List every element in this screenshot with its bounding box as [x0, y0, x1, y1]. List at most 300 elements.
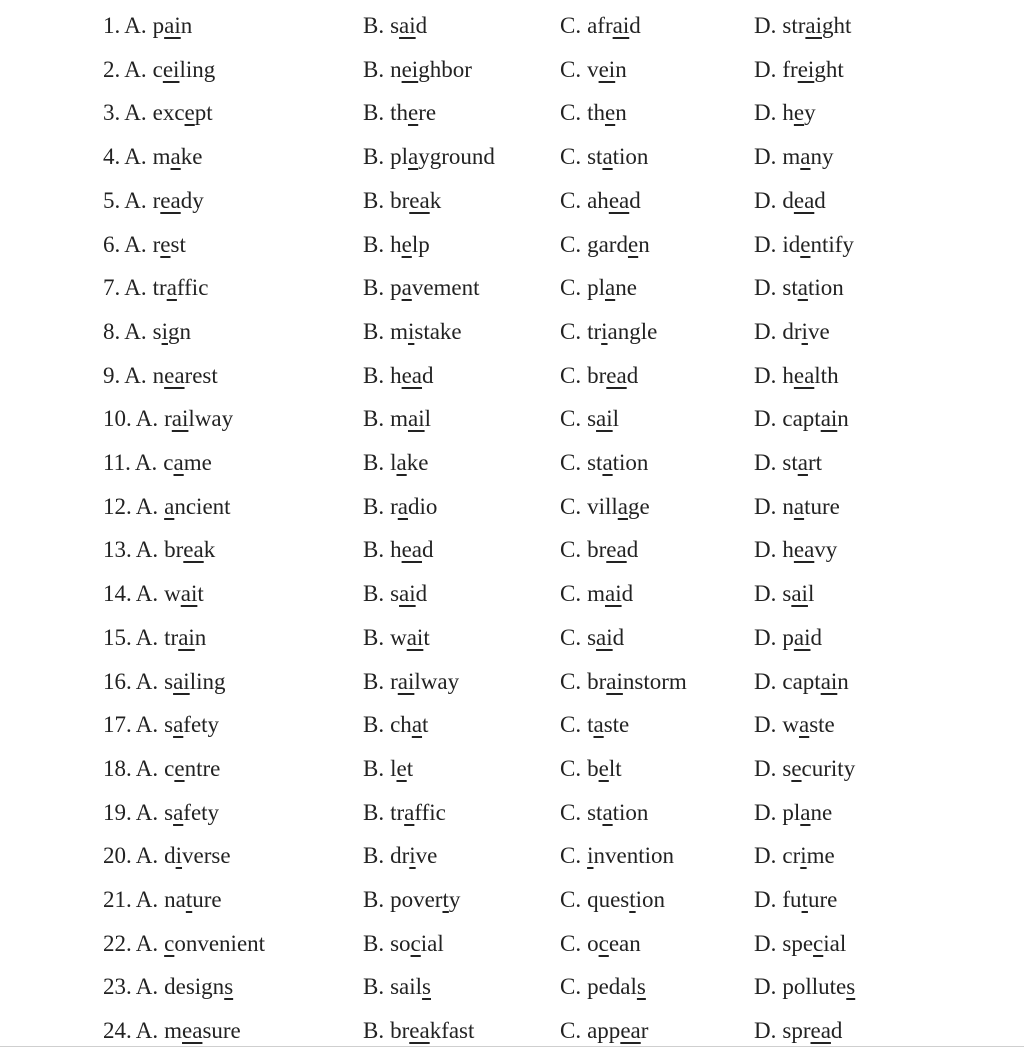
word-suffix: ne	[810, 800, 833, 825]
page-bottom-rule	[0, 1046, 1024, 1047]
option-letter: A.	[124, 57, 147, 82]
option-d	[754, 930, 846, 958]
question-number: 21.	[103, 887, 132, 912]
word-prefix: b	[587, 756, 599, 781]
question-row	[0, 799, 1024, 839]
word-prefix: design	[164, 974, 225, 999]
word-prefix: br	[390, 1018, 410, 1043]
underlined-sound: s	[636, 974, 646, 999]
underlined-sound: ai	[791, 581, 808, 606]
option-c	[560, 318, 657, 346]
option-c	[560, 711, 629, 739]
question-number: 8.	[103, 319, 121, 344]
option-letter: D.	[754, 406, 777, 431]
word-suffix: gn	[167, 319, 191, 344]
option-a	[103, 231, 186, 259]
option-b	[363, 580, 427, 608]
option-letter: A.	[124, 275, 147, 300]
question-row	[0, 274, 1024, 314]
option-a	[103, 56, 215, 84]
word-prefix: r	[152, 232, 161, 257]
word-prefix: gard	[587, 232, 628, 257]
option-d	[754, 99, 816, 127]
option-letter: B.	[363, 843, 385, 868]
option-letter: A.	[135, 669, 159, 694]
word-suffix: ght	[814, 57, 844, 82]
underlined-sound: ai	[596, 406, 613, 431]
word-suffix: rest	[184, 363, 218, 388]
option-letter: A.	[135, 843, 159, 868]
question-row	[0, 99, 1024, 139]
underlined-sound: ai	[399, 581, 416, 606]
word-suffix: yground	[418, 144, 495, 169]
word-prefix: so	[390, 931, 411, 956]
word-prefix: w	[390, 625, 407, 650]
word-prefix: th	[390, 100, 408, 125]
option-letter: C.	[560, 800, 582, 825]
question-number: 23.	[103, 974, 132, 999]
option-letter: D.	[754, 275, 777, 300]
question-number: 10.	[103, 406, 132, 431]
underlined-sound: t	[801, 887, 808, 912]
underlined-sound: ea	[620, 1018, 641, 1043]
word-suffix: n	[180, 13, 193, 38]
option-b	[363, 668, 459, 696]
underlined-sound: ai	[596, 625, 613, 650]
option-letter: C.	[560, 450, 582, 475]
option-c	[560, 842, 674, 870]
word-suffix: me	[806, 843, 835, 868]
word-prefix: vill	[587, 494, 618, 519]
option-letter: D.	[754, 843, 777, 868]
option-letter: C.	[560, 669, 582, 694]
option-b	[363, 56, 472, 84]
question-row	[0, 56, 1024, 96]
word-prefix: s	[164, 712, 174, 737]
underlined-sound: a	[397, 494, 408, 519]
option-letter: B.	[363, 363, 385, 388]
word-suffix: ure	[807, 887, 838, 912]
word-prefix: tr	[587, 319, 602, 344]
word-prefix: fr	[782, 57, 798, 82]
word-prefix: o	[587, 931, 599, 956]
word-prefix: pl	[782, 800, 801, 825]
option-letter: C.	[560, 319, 582, 344]
word-suffix: ntre	[184, 756, 221, 781]
word-suffix: ne	[615, 275, 637, 300]
option-d	[754, 362, 839, 390]
word-prefix: p	[152, 13, 165, 38]
underlined-sound: ea	[182, 1018, 203, 1043]
word-suffix: ling	[179, 57, 216, 82]
option-letter: B.	[363, 712, 385, 737]
word-suffix: ste	[809, 712, 835, 737]
option-a	[103, 536, 215, 564]
question-row	[0, 624, 1024, 664]
option-c	[560, 536, 638, 564]
question-row	[0, 1017, 1024, 1057]
word-suffix: d	[415, 581, 428, 606]
underlined-sound: ai	[171, 406, 189, 431]
word-suffix: me	[183, 450, 212, 475]
question-row	[0, 886, 1024, 926]
option-a	[103, 886, 222, 914]
underlined-sound: a	[170, 144, 181, 169]
option-letter: A.	[135, 931, 159, 956]
word-suffix: ean	[608, 931, 641, 956]
word-prefix: m	[587, 581, 605, 606]
question-row	[0, 493, 1024, 533]
underlined-sound: i	[409, 843, 416, 868]
underlined-sound: i	[161, 319, 168, 344]
word-prefix: capt	[782, 669, 821, 694]
word-prefix: st	[587, 450, 603, 475]
underlined-sound: ea	[401, 537, 423, 562]
option-letter: B.	[363, 57, 385, 82]
option-d	[754, 842, 835, 870]
word-suffix: l	[807, 581, 815, 606]
word-suffix: curity	[801, 756, 856, 781]
word-suffix: ve	[415, 843, 438, 868]
word-prefix: cr	[782, 843, 801, 868]
option-d	[754, 231, 854, 259]
word-suffix: k	[203, 537, 216, 562]
option-b	[363, 143, 495, 171]
word-prefix: br	[587, 363, 607, 388]
question-number: 6.	[103, 232, 121, 257]
option-letter: A.	[135, 712, 159, 737]
question-row	[0, 12, 1024, 52]
word-suffix: ffic	[414, 800, 446, 825]
option-letter: B.	[363, 188, 385, 213]
word-suffix: angle	[607, 319, 658, 344]
underlined-sound: i	[801, 319, 808, 344]
option-c	[560, 274, 637, 302]
option-d	[754, 405, 849, 433]
option-d	[754, 886, 837, 914]
word-suffix: n	[615, 57, 627, 82]
word-suffix: d	[626, 363, 639, 388]
option-letter: B.	[363, 406, 385, 431]
option-b	[363, 493, 437, 521]
option-letter: A.	[124, 319, 147, 344]
option-c	[560, 1017, 648, 1045]
underlined-sound: s	[422, 974, 431, 999]
word-prefix: na	[164, 887, 186, 912]
question-row	[0, 973, 1024, 1013]
option-b	[363, 624, 430, 652]
underlined-sound: ai	[820, 669, 838, 694]
word-prefix: d	[782, 188, 794, 213]
option-letter: B.	[363, 319, 385, 344]
option-c	[560, 755, 622, 783]
option-b	[363, 930, 444, 958]
underlined-sound: ai	[407, 406, 425, 431]
option-letter: B.	[363, 887, 385, 912]
underlined-sound: a	[797, 275, 808, 300]
question-number: 9.	[103, 363, 121, 388]
option-d	[754, 711, 835, 739]
word-prefix: h	[390, 537, 402, 562]
option-b	[363, 536, 434, 564]
underlined-sound: ei	[797, 57, 815, 82]
option-b	[363, 711, 428, 739]
option-c	[560, 493, 650, 521]
word-prefix: c	[163, 450, 174, 475]
word-prefix: s	[390, 13, 400, 38]
option-letter: A.	[135, 494, 159, 519]
word-prefix: tr	[390, 800, 405, 825]
option-c	[560, 12, 641, 40]
question-number: 4.	[103, 144, 121, 169]
word-suffix: lt	[608, 756, 622, 781]
option-d	[754, 1017, 842, 1045]
option-d	[754, 274, 844, 302]
underlined-sound: ea	[160, 188, 181, 213]
word-suffix: fety	[183, 800, 220, 825]
option-c	[560, 99, 627, 127]
word-prefix: w	[782, 712, 799, 737]
word-prefix: l	[390, 450, 397, 475]
underlined-sound: ai	[820, 406, 838, 431]
question-number: 19.	[103, 800, 132, 825]
word-suffix: t	[406, 756, 414, 781]
underlined-sound: ai	[173, 669, 190, 694]
underlined-sound: ea	[793, 537, 815, 562]
underlined-sound: ai	[805, 13, 822, 38]
option-letter: A.	[135, 800, 159, 825]
underlined-sound: e	[174, 756, 185, 781]
word-prefix: pollute	[782, 974, 847, 999]
option-letter: A.	[135, 537, 159, 562]
option-letter: C.	[560, 13, 582, 38]
word-prefix: dr	[782, 319, 802, 344]
question-row	[0, 231, 1024, 271]
question-number: 24.	[103, 1018, 132, 1043]
option-letter: D.	[754, 625, 777, 650]
option-d	[754, 624, 822, 652]
option-a	[103, 799, 219, 827]
question-number: 11.	[103, 450, 131, 475]
option-letter: B.	[363, 494, 385, 519]
underlined-sound: e	[800, 232, 811, 257]
option-letter: B.	[363, 232, 385, 257]
underlined-sound: ea	[606, 363, 627, 388]
word-prefix: id	[782, 232, 801, 257]
option-letter: C.	[560, 100, 582, 125]
option-letter: B.	[363, 100, 385, 125]
word-prefix: p	[390, 275, 402, 300]
word-prefix: str	[782, 13, 806, 38]
word-prefix: s	[164, 800, 174, 825]
word-suffix: ke	[180, 144, 203, 169]
option-a	[103, 99, 213, 127]
word-suffix: vy	[814, 537, 838, 562]
option-letter: D.	[754, 144, 777, 169]
word-prefix: t	[587, 712, 594, 737]
underlined-sound: ei	[598, 57, 616, 82]
option-d	[754, 973, 855, 1001]
option-b	[363, 842, 437, 870]
word-prefix: r	[390, 669, 398, 694]
underlined-sound: ea	[409, 1018, 430, 1043]
word-prefix: s	[587, 625, 597, 650]
question-row	[0, 449, 1024, 489]
word-suffix: rt	[807, 450, 822, 475]
option-c	[560, 231, 650, 259]
option-letter: A.	[135, 756, 159, 781]
word-suffix: d	[422, 363, 434, 388]
underlined-sound: t	[629, 887, 636, 912]
underlined-sound: ea	[606, 537, 627, 562]
word-suffix: onvenient	[174, 931, 266, 956]
underlined-sound: i	[601, 319, 608, 344]
word-prefix: s	[782, 756, 792, 781]
option-b	[363, 12, 427, 40]
word-suffix: stake	[414, 319, 462, 344]
underlined-sound: c	[598, 931, 609, 956]
question-row	[0, 536, 1024, 576]
word-prefix: afr	[587, 13, 613, 38]
word-suffix: ge	[627, 494, 650, 519]
word-suffix: verse	[182, 843, 231, 868]
option-letter: D.	[754, 756, 777, 781]
question-row	[0, 668, 1024, 708]
underlined-sound: a	[173, 450, 184, 475]
option-letter: B.	[363, 931, 385, 956]
underlined-sound: ai	[399, 13, 416, 38]
option-letter: C.	[560, 275, 582, 300]
option-c	[560, 886, 665, 914]
option-d	[754, 536, 837, 564]
word-suffix: d	[830, 1018, 843, 1043]
word-suffix: tion	[612, 144, 649, 169]
underlined-sound: s	[846, 974, 856, 999]
question-row	[0, 842, 1024, 882]
underlined-sound: a	[602, 800, 613, 825]
word-suffix: d	[415, 13, 428, 38]
word-prefix: l	[390, 756, 397, 781]
option-letter: B.	[363, 581, 385, 606]
option-letter: C.	[560, 974, 582, 999]
option-b	[363, 99, 436, 127]
word-suffix: d	[621, 581, 634, 606]
option-d	[754, 187, 826, 215]
option-d	[754, 56, 844, 84]
option-letter: C.	[560, 232, 582, 257]
option-letter: B.	[363, 13, 385, 38]
question-row	[0, 143, 1024, 183]
underlined-sound: c	[410, 931, 421, 956]
word-prefix: st	[782, 275, 798, 300]
underlined-sound: a	[396, 450, 407, 475]
option-letter: A.	[135, 974, 159, 999]
underlined-sound: t	[442, 887, 449, 912]
word-suffix: t	[197, 581, 204, 606]
option-letter: B.	[363, 669, 385, 694]
option-d	[754, 799, 832, 827]
word-prefix: ques	[587, 887, 630, 912]
question-number: 18.	[103, 756, 132, 781]
word-prefix: sail	[390, 974, 423, 999]
underlined-sound: a	[411, 712, 423, 737]
word-suffix: ght	[821, 13, 852, 38]
option-a	[103, 624, 206, 652]
option-letter: A.	[124, 188, 147, 213]
word-prefix: m	[390, 319, 408, 344]
option-letter: A.	[134, 450, 158, 475]
word-suffix: ure	[192, 887, 222, 912]
word-prefix: m	[782, 144, 801, 169]
word-suffix: ntify	[810, 232, 854, 257]
option-b	[363, 755, 413, 783]
option-letter: B.	[363, 974, 385, 999]
underlined-sound: e	[604, 100, 616, 125]
underlined-sound: c	[164, 931, 175, 956]
word-prefix: dr	[390, 843, 410, 868]
question-number: 12.	[103, 494, 132, 519]
underlined-sound: ea	[608, 188, 630, 213]
option-letter: C.	[560, 887, 582, 912]
word-suffix: sure	[202, 1018, 241, 1043]
underlined-sound: ai	[180, 581, 198, 606]
underlined-sound: e	[401, 232, 412, 257]
word-prefix: n	[782, 494, 794, 519]
question-row	[0, 580, 1024, 620]
word-prefix: h	[390, 363, 402, 388]
underlined-sound: ai	[406, 625, 424, 650]
word-prefix: app	[587, 1018, 621, 1043]
option-letter: B.	[363, 144, 385, 169]
option-letter: A.	[135, 887, 159, 912]
word-prefix: m	[152, 144, 171, 169]
option-letter: C.	[560, 931, 582, 956]
word-suffix: pt	[194, 100, 213, 125]
word-prefix: pl	[390, 144, 408, 169]
underlined-sound: a	[173, 712, 184, 737]
option-letter: D.	[754, 494, 777, 519]
underlined-sound: ei	[162, 57, 180, 82]
underlined-sound: ea	[793, 188, 815, 213]
option-a	[103, 1017, 241, 1045]
option-d	[754, 449, 822, 477]
underlined-sound: i	[407, 319, 415, 344]
word-prefix: br	[587, 537, 607, 562]
question-number: 17.	[103, 712, 132, 737]
word-prefix: v	[587, 57, 599, 82]
word-prefix: tr	[164, 625, 179, 650]
option-letter: D.	[754, 57, 777, 82]
word-suffix: d	[422, 537, 434, 562]
option-letter: A.	[124, 363, 147, 388]
word-suffix: dio	[407, 494, 438, 519]
word-prefix: br	[587, 669, 607, 694]
option-b	[363, 318, 462, 346]
underlined-sound: ai	[606, 669, 623, 694]
underlined-sound: ea	[164, 363, 185, 388]
word-prefix: w	[164, 581, 181, 606]
underlined-sound: i	[800, 843, 807, 868]
underlined-sound: i	[587, 843, 594, 868]
option-letter: D.	[754, 450, 777, 475]
option-a	[103, 405, 233, 433]
option-letter: C.	[560, 1018, 582, 1043]
word-prefix: n	[390, 57, 402, 82]
word-prefix: m	[390, 406, 408, 431]
option-a	[103, 580, 204, 608]
option-b	[363, 405, 431, 433]
option-letter: C.	[560, 406, 582, 431]
